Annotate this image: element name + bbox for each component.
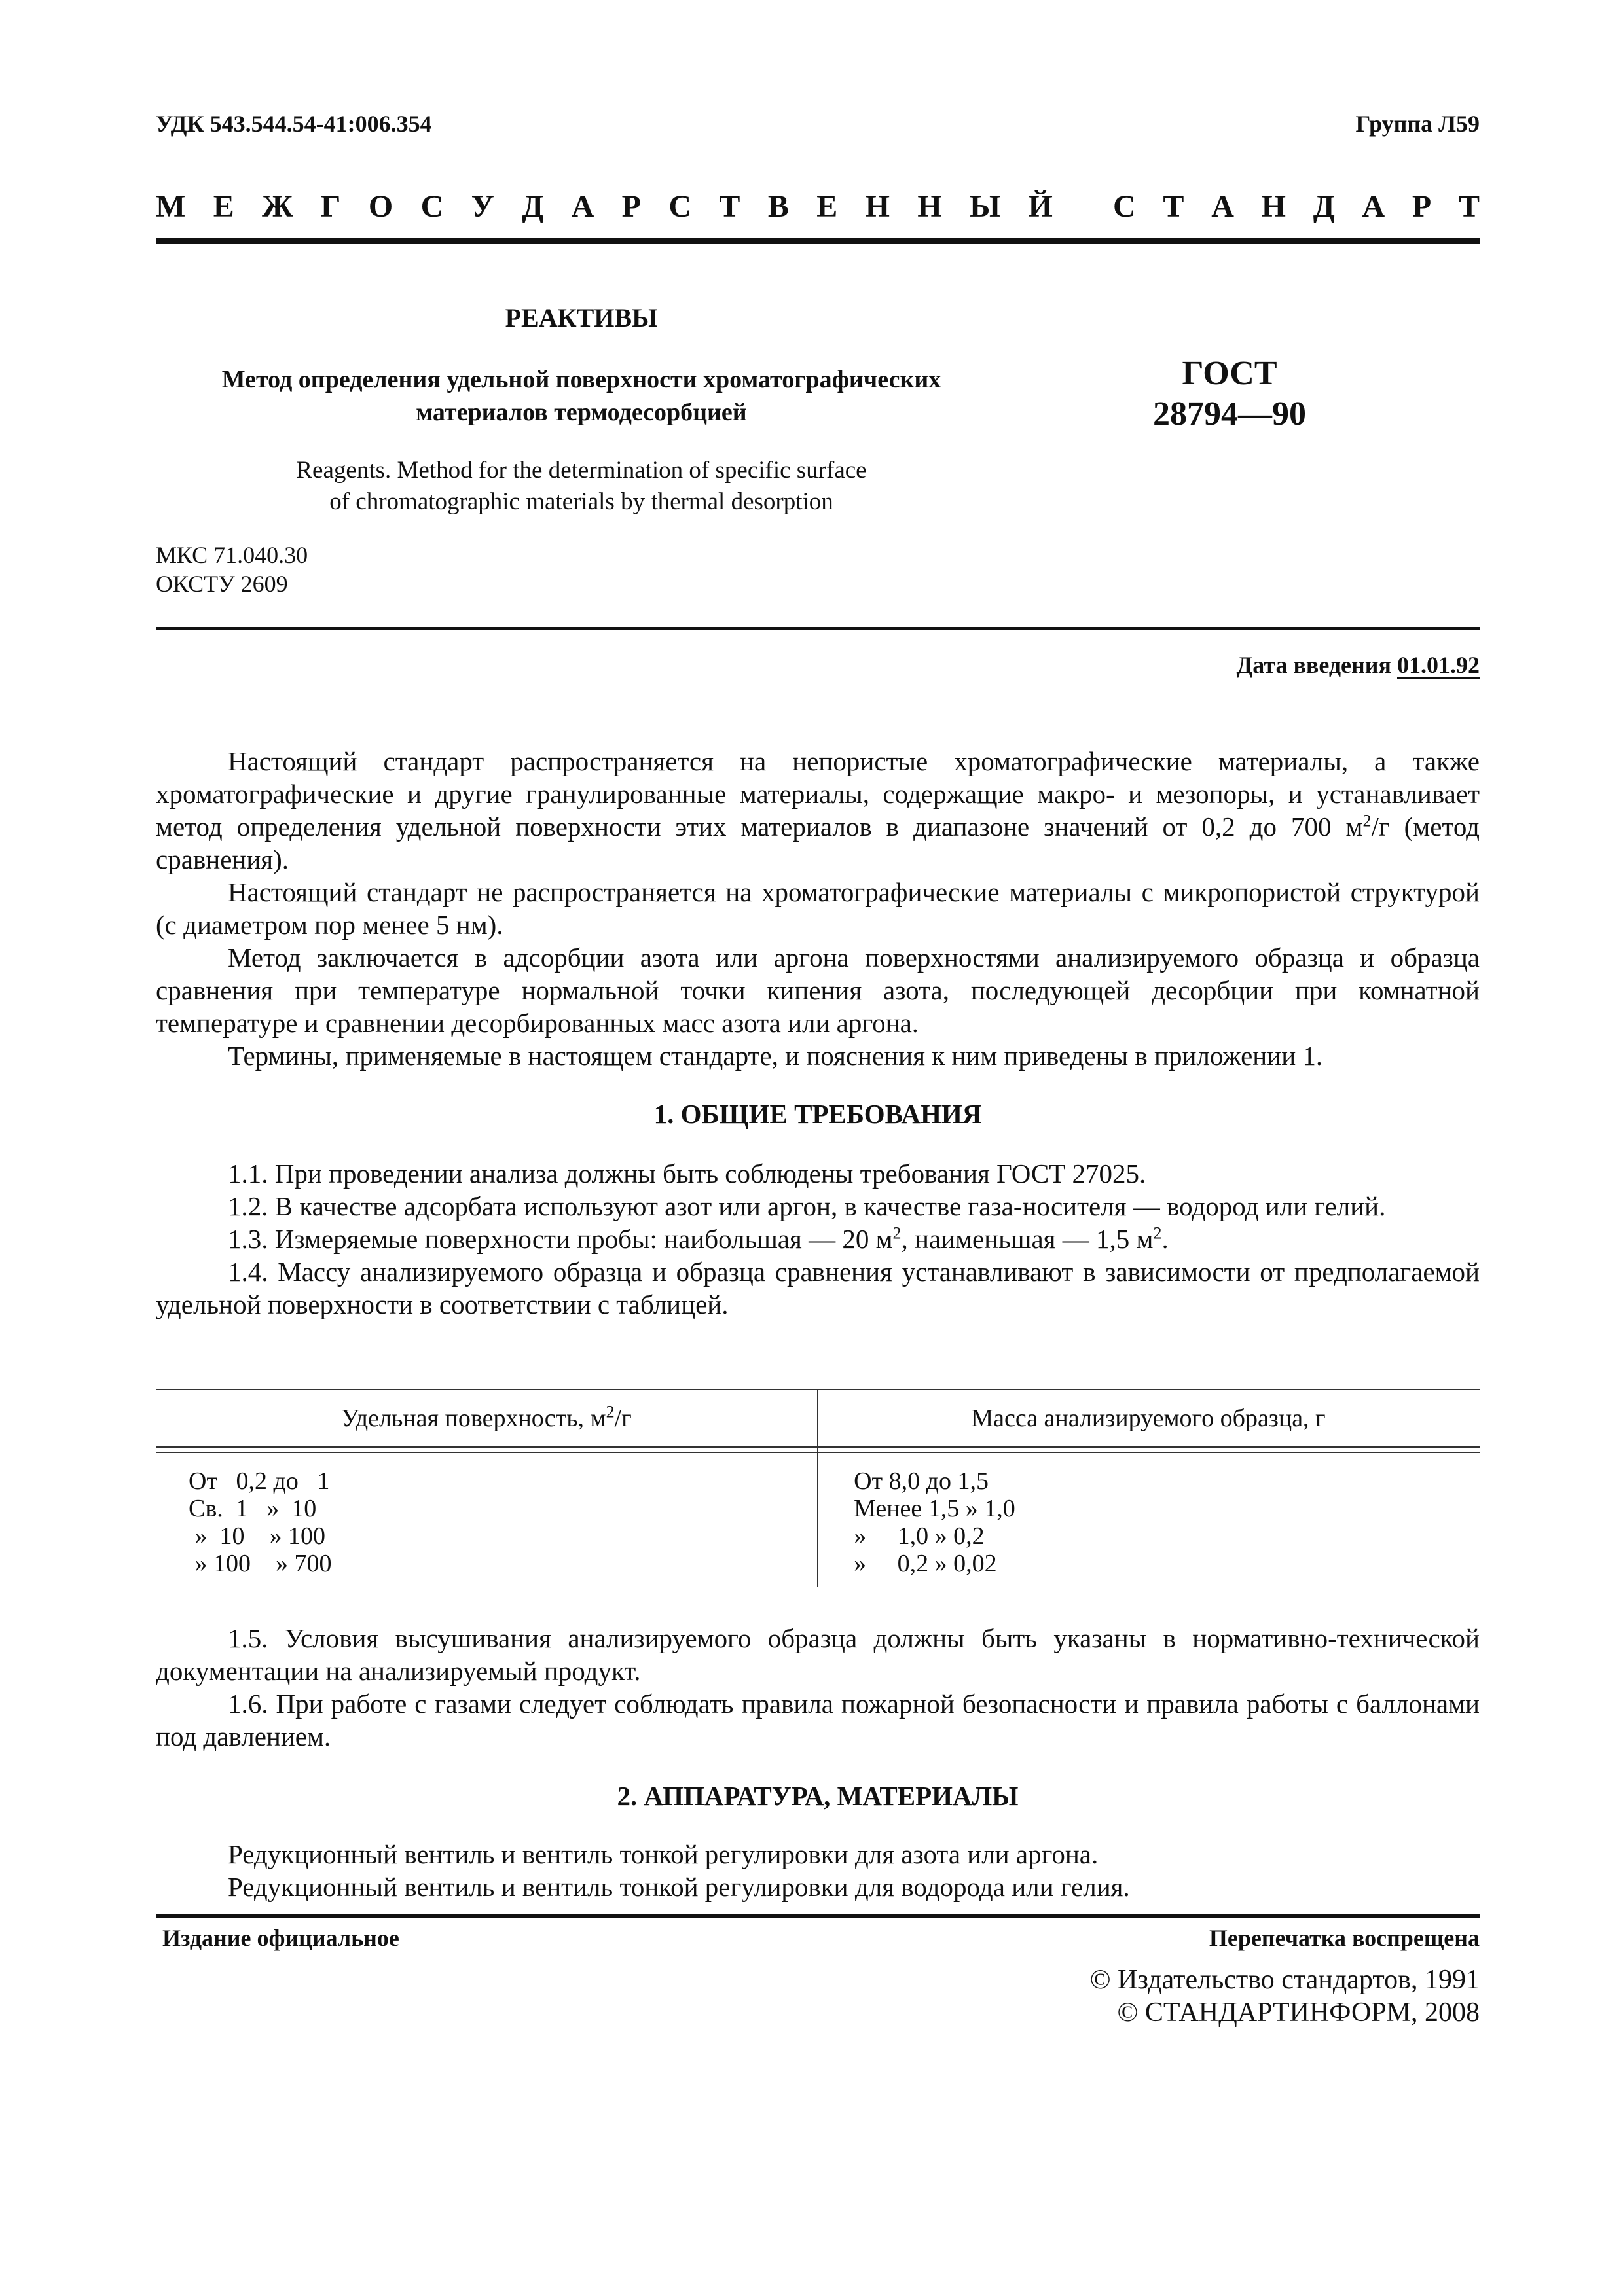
standard-word: С Т А Н Д А Р Т — [1113, 189, 1480, 224]
okstu-code: ОКСТУ 2609 — [156, 571, 288, 597]
table-cell-surface: » 10 » 100 — [189, 1522, 325, 1550]
gost-designation — [1072, 353, 1387, 435]
subtitle-line: Метод определения удельной поверхности хроматографических — [221, 366, 941, 393]
clause-1-3: 1.3. Измеряемые поверхности пробы: наибольшая — 20 $м^2$, наименьшая — 1,5 $м^2$. — [228, 1223, 1169, 1254]
intro-paragraph: Метод заключается в адсорбции азота или аргона поверхностями анализируемого образца и образца сравнения при температуре нормальной точки кипения азота, последующей десорбции при комнатной температуре и сравнении десорбированных масс азота или аргона. — [156, 942, 1480, 1038]
clause-1-6: 1.6. При работе с газами следует соблюдать правила пожарной безопасности и правила работы с баллонами под давлением. — [156, 1689, 1480, 1751]
table-cell-mass: Менее 1,5 » 1,0 — [854, 1495, 1015, 1522]
table-cell-surface: Св. 1 » 10 — [189, 1495, 317, 1522]
subtitle-line: материалов термодесорбцией — [416, 399, 747, 426]
copyright-block — [1090, 1964, 1480, 2029]
clause-1-1: 1.1. При проведении анализа должны быть соблюдены требования ГОСТ 27025. — [228, 1158, 1146, 1189]
intro-text — [156, 745, 1480, 1072]
clause-1-2: 1.2. В качестве адсорбата используют азот или аргон, в качестве газа-носителя — водород или гелий. — [228, 1191, 1386, 1221]
copyright-line: © Издательство стандартов, 1991 — [1089, 1965, 1480, 1995]
mks-code: МКС 71.040.30 — [156, 542, 308, 568]
table-cell-surface: От 0,2 до 1 — [189, 1467, 330, 1495]
effective-date — [1237, 651, 1480, 679]
document-subtitle — [156, 363, 1007, 429]
clause-1-4: 1.4. Массу анализируемого образца и образца сравнения устанавливают в зависимости от предполагаемой удельной поверхности в соответствии с таблицей. — [156, 1257, 1480, 1319]
footer-rule — [156, 1914, 1480, 1918]
gost-number: 28794—90 — [1153, 395, 1306, 433]
section-2-text — [156, 1838, 1480, 1903]
interstate-word: М Е Ж Г О С У Д А Р С Т В Е Н Н Ы Й — [156, 189, 1053, 224]
udk-code: УДК 543.544.54-41:006.354 — [156, 111, 432, 137]
intro-paragraph: Настоящий стандарт распространяется на непористые хроматографические материалы, а также хроматографические и другие гранулированные материалы, содержащие макро- и мезопоры, и устанавливает метод определения удельной поверхности этих материалов в диапазоне значений от 0,2 до 700 $м^2/г$ (метод сравнения). — [156, 746, 1480, 874]
effective-date-value: 01.01.92 — [1397, 652, 1480, 678]
classification-codes — [156, 541, 308, 598]
section-2-line: Редукционный вентиль и вентиль тонкой регулировки для водорода или гелия. — [228, 1872, 1130, 1902]
table-cell-mass: » 0,2 » 0,02 — [854, 1550, 997, 1577]
intro-paragraph: Настоящий стандарт не распространяется на хроматографические материалы с микропористой структурой (с диаметром пор менее 5 нм). — [156, 877, 1480, 940]
section-1-text — [156, 1157, 1480, 1321]
section-2-line: Редукционный вентиль и вентиль тонкой регулировки для азота или аргона. — [228, 1839, 1099, 1869]
copyright-line: © СТАНДАРТИНФОРМ, 2008 — [1117, 1998, 1480, 2028]
section-1-text-cont — [156, 1622, 1480, 1753]
intro-paragraph: Термины, применяемые в настоящем стандарте, и пояснения к ним приведены в приложении 1. — [228, 1041, 1323, 1071]
english-title-line: Reagents. Method for the determination of specific surface — [296, 457, 867, 484]
section-1-heading: 1. ОБЩИЕ ТРЕБОВАНИЯ — [653, 1099, 982, 1129]
official-edition: Издание официальное — [162, 1925, 399, 1951]
table-header-surface: Удельная поверхность, $м^2/г$ — [341, 1402, 632, 1432]
gost-label: ГОСТ — [1182, 355, 1277, 392]
interstate-standard-banner — [156, 188, 1480, 224]
section-2-heading: 2. АППАРАТУРА, МАТЕРИАЛЫ — [617, 1781, 1019, 1811]
reprint-notice: Перепечатка воспрещена — [1209, 1925, 1480, 1951]
header-rule — [156, 238, 1480, 244]
english-title-line: of chromatographic materials by thermal desorption — [329, 488, 833, 515]
effective-date-label: Дата введения — [1236, 652, 1391, 678]
title-rule — [156, 627, 1480, 630]
document-title: РЕАКТИВЫ — [505, 303, 658, 332]
table-header-mass: Масса анализируемого образца, г — [971, 1405, 1326, 1432]
mass-table — [156, 1389, 1480, 1577]
clause-1-5: 1.5. Условия высушивания анализируемого образца должны быть указаны в нормативно-технической документации на анализируемый продукт. — [156, 1623, 1480, 1686]
table-cell-mass: От 8,0 до 1,5 — [854, 1467, 989, 1495]
table-cell-mass: » 1,0 » 0,2 — [854, 1522, 985, 1550]
group-code: Группа Л59 — [1355, 111, 1480, 137]
document-page — [156, 0, 1480, 2296]
table-cell-surface: » 100 » 700 — [189, 1550, 332, 1577]
english-title — [156, 455, 1007, 518]
